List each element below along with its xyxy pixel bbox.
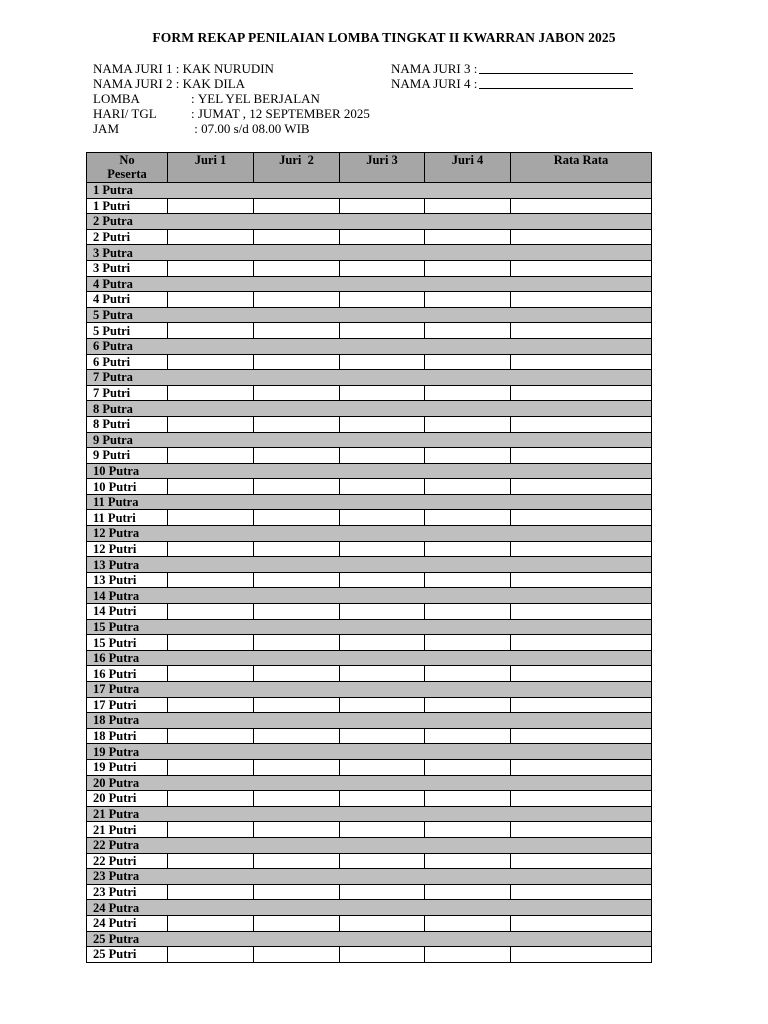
juri-4-score-cell[interactable]	[425, 947, 511, 963]
rata-rata-score-cell[interactable]	[511, 510, 652, 526]
table-row	[87, 276, 652, 292]
table-row	[87, 931, 652, 947]
juri-4-score-cell[interactable]	[425, 604, 511, 620]
juri-2-score-cell[interactable]	[254, 198, 340, 214]
juri-2-score-cell[interactable]	[254, 666, 340, 682]
table-row	[87, 915, 652, 931]
juri-4-score-cell[interactable]	[425, 666, 511, 682]
participant-label: 4 Putri	[87, 292, 168, 308]
info-label: LOMBA	[93, 91, 140, 106]
table-row	[87, 791, 652, 807]
participant-label: 15 Putri	[87, 635, 168, 651]
juri-3-score-cell[interactable]	[340, 697, 425, 713]
participant-label: 5 Putri	[87, 323, 168, 339]
juri-1-score-cell[interactable]	[168, 198, 254, 214]
juri-4-score-cell[interactable]	[425, 323, 511, 339]
juri-1-score-cell[interactable]	[168, 635, 254, 651]
info-label: NAMA JURI 3 :	[391, 61, 478, 76]
rata-rata-score-cell[interactable]	[511, 884, 652, 900]
juri-1-score-cell[interactable]	[168, 728, 254, 744]
info-row-juri-3	[391, 61, 633, 76]
juri-3-score-cell[interactable]	[340, 791, 425, 807]
table-row	[87, 214, 652, 230]
juri-2-score-cell[interactable]	[254, 541, 340, 557]
rata-rata-score-cell[interactable]	[511, 354, 652, 370]
juri-3-score-cell[interactable]	[340, 448, 425, 464]
header-juri-4: Juri 4	[425, 153, 511, 183]
table-row	[87, 183, 652, 199]
table-row	[87, 323, 652, 339]
juri-2-score-cell[interactable]	[254, 510, 340, 526]
participant-label: 13 Putra	[87, 557, 652, 573]
juri-2-score-cell[interactable]	[254, 416, 340, 432]
juri-3-score-cell[interactable]	[340, 354, 425, 370]
info-row	[93, 76, 370, 91]
juri-3-score-cell[interactable]	[340, 884, 425, 900]
info-separator: :	[172, 61, 183, 76]
participant-label: 23 Putra	[87, 869, 652, 885]
participant-label: 24 Putri	[87, 915, 168, 931]
participant-label: 8 Putri	[87, 416, 168, 432]
rata-rata-score-cell[interactable]	[511, 915, 652, 931]
participant-label: 20 Putri	[87, 791, 168, 807]
juri-1-score-cell[interactable]	[168, 229, 254, 245]
juri-3-score-cell[interactable]	[340, 822, 425, 838]
participant-label: 17 Putri	[87, 697, 168, 713]
juri-1-score-cell[interactable]	[168, 822, 254, 838]
juri-4-score-cell[interactable]	[425, 479, 511, 495]
juri-2-score-cell[interactable]	[254, 354, 340, 370]
juri-3-score-cell[interactable]	[340, 604, 425, 620]
juri-1-score-cell[interactable]	[168, 354, 254, 370]
info-value: KAK NURUDIN	[182, 61, 274, 76]
table-row	[87, 354, 652, 370]
juri-3-score-cell[interactable]	[340, 666, 425, 682]
rata-rata-score-cell[interactable]	[511, 292, 652, 308]
rata-rata-score-cell[interactable]	[511, 666, 652, 682]
table-row	[87, 307, 652, 323]
table-row	[87, 884, 652, 900]
participant-label: 25 Putra	[87, 931, 652, 947]
table-row	[87, 260, 652, 276]
juri-4-score-cell[interactable]	[425, 822, 511, 838]
table-row	[87, 682, 652, 698]
juri-3-score-cell[interactable]	[340, 510, 425, 526]
info-left	[93, 61, 370, 136]
rata-rata-score-cell[interactable]	[511, 323, 652, 339]
juri-1-score-cell[interactable]	[168, 853, 254, 869]
table-row	[87, 338, 652, 354]
participant-label: 11 Putri	[87, 510, 168, 526]
participant-label: 12 Putra	[87, 526, 652, 542]
info-row	[93, 121, 370, 136]
juri-2-score-cell[interactable]	[254, 635, 340, 651]
participant-label: 7 Putra	[87, 370, 652, 386]
juri-3-score-cell[interactable]	[340, 292, 425, 308]
juri-1-score-cell[interactable]	[168, 510, 254, 526]
juri-1-score-cell[interactable]	[168, 884, 254, 900]
table-row	[87, 385, 652, 401]
participant-label: 14 Putra	[87, 588, 652, 604]
juri-1-score-cell[interactable]	[168, 572, 254, 588]
info-separator: :	[191, 91, 198, 106]
rata-rata-score-cell[interactable]	[511, 759, 652, 775]
info-label: NAMA JURI 4 :	[391, 76, 478, 91]
juri-1-score-cell[interactable]	[168, 604, 254, 620]
juri-2-score-cell[interactable]	[254, 915, 340, 931]
table-row	[87, 853, 652, 869]
juri-4-score-cell[interactable]	[425, 635, 511, 651]
juri-3-score-cell[interactable]	[340, 385, 425, 401]
participant-label: 6 Putra	[87, 338, 652, 354]
header-juri-1: Juri 1	[168, 153, 254, 183]
juri-4-score-cell[interactable]	[425, 697, 511, 713]
table-row	[87, 370, 652, 386]
rata-rata-score-cell[interactable]	[511, 260, 652, 276]
rata-rata-score-cell[interactable]	[511, 728, 652, 744]
juri-1-score-cell[interactable]	[168, 479, 254, 495]
rata-rata-score-cell[interactable]	[511, 416, 652, 432]
info-row	[93, 91, 370, 106]
participant-label: 1 Putri	[87, 198, 168, 214]
table-row	[87, 837, 652, 853]
juri-4-score-cell[interactable]	[425, 416, 511, 432]
info-row	[93, 61, 370, 76]
participant-label: 5 Putra	[87, 307, 652, 323]
participant-label: 7 Putri	[87, 385, 168, 401]
juri-1-score-cell[interactable]	[168, 448, 254, 464]
juri-3-score-cell[interactable]	[340, 479, 425, 495]
table-row	[87, 947, 652, 963]
table-row	[87, 806, 652, 822]
participant-label: 24 Putra	[87, 900, 652, 916]
table-row	[87, 604, 652, 620]
participant-label: 16 Putra	[87, 650, 652, 666]
rata-rata-score-cell[interactable]	[511, 198, 652, 214]
juri-3-score-cell[interactable]	[340, 260, 425, 276]
table-row	[87, 619, 652, 635]
table-row	[87, 588, 652, 604]
juri-2-score-cell[interactable]	[254, 604, 340, 620]
participant-label: 23 Putri	[87, 884, 168, 900]
juri-2-score-cell[interactable]	[254, 822, 340, 838]
juri-1-score-cell[interactable]	[168, 385, 254, 401]
table-row	[87, 198, 652, 214]
info-row-juri-4	[391, 76, 633, 91]
participant-label: 22 Putri	[87, 853, 168, 869]
participant-label: 22 Putra	[87, 837, 652, 853]
rata-rata-score-cell[interactable]	[511, 572, 652, 588]
juri-2-score-cell[interactable]	[254, 385, 340, 401]
juri-1-score-cell[interactable]	[168, 541, 254, 557]
table-row	[87, 713, 652, 729]
participant-label: 20 Putra	[87, 775, 652, 791]
rata-rata-score-cell[interactable]	[511, 822, 652, 838]
juri-2-score-cell[interactable]	[254, 884, 340, 900]
participant-label: 14 Putri	[87, 604, 168, 620]
juri-1-score-cell[interactable]	[168, 292, 254, 308]
participant-label: 19 Putra	[87, 744, 652, 760]
participant-label: 15 Putra	[87, 619, 652, 635]
table-row	[87, 557, 652, 573]
participant-label: 10 Putra	[87, 463, 652, 479]
info-value: YEL YEL BERJALAN	[197, 91, 320, 106]
juri-4-score-cell[interactable]	[425, 448, 511, 464]
juri-1-score-cell[interactable]	[168, 947, 254, 963]
table-row	[87, 650, 652, 666]
info-value: 07.00 s/d 08.00 WIB	[201, 121, 310, 136]
juri-4-score-cell[interactable]	[425, 759, 511, 775]
participant-label: 3 Putri	[87, 260, 168, 276]
juri-3-score-cell[interactable]	[340, 541, 425, 557]
table-row	[87, 775, 652, 791]
header-juri-2: Juri 2	[254, 153, 340, 183]
participant-label: 25 Putri	[87, 947, 168, 963]
juri-1-score-cell[interactable]	[168, 666, 254, 682]
juri-2-score-cell[interactable]	[254, 853, 340, 869]
table-row	[87, 448, 652, 464]
table-row	[87, 572, 652, 588]
rata-rata-score-cell[interactable]	[511, 479, 652, 495]
rata-rata-score-cell[interactable]	[511, 947, 652, 963]
juri-4-score-cell[interactable]	[425, 354, 511, 370]
participant-label: 2 Putri	[87, 229, 168, 245]
juri-4-score-cell[interactable]	[425, 385, 511, 401]
rata-rata-score-cell[interactable]	[511, 697, 652, 713]
table-row	[87, 463, 652, 479]
info-label: NAMA JURI 1	[93, 61, 173, 76]
table-row	[87, 759, 652, 775]
table-row	[87, 541, 652, 557]
juri-name-blank-line[interactable]	[479, 61, 633, 74]
participant-label: 21 Putra	[87, 806, 652, 822]
juri-4-score-cell[interactable]	[425, 853, 511, 869]
juri-1-score-cell[interactable]	[168, 759, 254, 775]
juri-2-score-cell[interactable]	[254, 572, 340, 588]
juri-2-score-cell[interactable]	[254, 479, 340, 495]
info-separator: :	[191, 106, 198, 121]
table-row	[87, 479, 652, 495]
juri-4-score-cell[interactable]	[425, 198, 511, 214]
info-label: HARI/ TGL	[93, 106, 157, 121]
juri-3-score-cell[interactable]	[340, 198, 425, 214]
juri-4-score-cell[interactable]	[425, 884, 511, 900]
participant-label: 12 Putri	[87, 541, 168, 557]
table-row	[87, 510, 652, 526]
juri-2-score-cell[interactable]	[254, 292, 340, 308]
juri-1-score-cell[interactable]	[168, 915, 254, 931]
juri-3-score-cell[interactable]	[340, 572, 425, 588]
rata-rata-score-cell[interactable]	[511, 853, 652, 869]
juri-4-score-cell[interactable]	[425, 260, 511, 276]
participant-label: 3 Putra	[87, 245, 652, 261]
participant-label: 6 Putri	[87, 354, 168, 370]
juri-2-score-cell[interactable]	[254, 229, 340, 245]
info-row	[93, 106, 370, 121]
table-row	[87, 635, 652, 651]
juri-4-score-cell[interactable]	[425, 229, 511, 245]
juri-1-score-cell[interactable]	[168, 416, 254, 432]
participant-label: 21 Putri	[87, 822, 168, 838]
juri-2-score-cell[interactable]	[254, 759, 340, 775]
rata-rata-score-cell[interactable]	[511, 229, 652, 245]
table-row	[87, 666, 652, 682]
juri-1-score-cell[interactable]	[168, 260, 254, 276]
juri-2-score-cell[interactable]	[254, 448, 340, 464]
rata-rata-score-cell[interactable]	[511, 791, 652, 807]
form-title: FORM REKAP PENILAIAN LOMBA TINGKAT II KWARRAN JABON 2025	[152, 30, 616, 45]
juri-name-blank-line[interactable]	[479, 76, 633, 89]
info-separator: :	[172, 76, 183, 91]
juri-3-score-cell[interactable]	[340, 853, 425, 869]
juri-4-score-cell[interactable]	[425, 728, 511, 744]
juri-3-score-cell[interactable]	[340, 915, 425, 931]
info-label: JAM	[93, 121, 120, 136]
participant-label: 19 Putri	[87, 759, 168, 775]
table-row	[87, 728, 652, 744]
participant-label: 1 Putra	[87, 183, 652, 199]
table-row	[87, 432, 652, 448]
rata-rata-score-cell[interactable]	[511, 635, 652, 651]
info-separator: :	[191, 121, 202, 136]
table-row	[87, 494, 652, 510]
juri-2-score-cell[interactable]	[254, 728, 340, 744]
juri-2-score-cell[interactable]	[254, 697, 340, 713]
juri-3-score-cell[interactable]	[340, 728, 425, 744]
table-header-row	[87, 153, 652, 183]
table-row	[87, 900, 652, 916]
participant-label: 8 Putra	[87, 401, 652, 417]
juri-3-score-cell[interactable]	[340, 947, 425, 963]
header-no-peserta	[87, 153, 168, 183]
score-table	[86, 152, 652, 963]
juri-4-score-cell[interactable]	[425, 292, 511, 308]
header-label: No Peserta	[107, 153, 147, 181]
juri-2-score-cell[interactable]	[254, 791, 340, 807]
participant-label: 16 Putri	[87, 666, 168, 682]
juri-2-score-cell[interactable]	[254, 260, 340, 276]
juri-3-score-cell[interactable]	[340, 635, 425, 651]
juri-4-score-cell[interactable]	[425, 915, 511, 931]
participant-label: 18 Putri	[87, 728, 168, 744]
rata-rata-score-cell[interactable]	[511, 604, 652, 620]
participant-label: 4 Putra	[87, 276, 652, 292]
juri-3-score-cell[interactable]	[340, 323, 425, 339]
table-row	[87, 245, 652, 261]
participant-label: 10 Putri	[87, 479, 168, 495]
table-row	[87, 744, 652, 760]
juri-4-score-cell[interactable]	[425, 791, 511, 807]
rata-rata-score-cell[interactable]	[511, 541, 652, 557]
info-right	[391, 61, 633, 91]
juri-4-score-cell[interactable]	[425, 510, 511, 526]
juri-3-score-cell[interactable]	[340, 416, 425, 432]
participant-label: 9 Putra	[87, 432, 652, 448]
table-row	[87, 526, 652, 542]
info-value: KAK DILA	[182, 76, 246, 91]
participant-label: 9 Putri	[87, 448, 168, 464]
table-row	[87, 822, 652, 838]
juri-2-score-cell[interactable]	[254, 947, 340, 963]
rata-rata-score-cell[interactable]	[511, 448, 652, 464]
participant-label: 11 Putra	[87, 494, 652, 510]
juri-4-score-cell[interactable]	[425, 572, 511, 588]
juri-3-score-cell[interactable]	[340, 759, 425, 775]
table-row	[87, 292, 652, 308]
participant-label: 17 Putra	[87, 682, 652, 698]
header-rata-rata: Rata Rata	[511, 153, 652, 183]
table-row	[87, 229, 652, 245]
table-row	[87, 401, 652, 417]
participant-label: 18 Putra	[87, 713, 652, 729]
juri-2-score-cell[interactable]	[254, 323, 340, 339]
table-row	[87, 416, 652, 432]
participant-label: 2 Putra	[87, 214, 652, 230]
table-row	[87, 697, 652, 713]
info-value: JUMAT , 12 SEPTEMBER 2025	[197, 106, 370, 121]
participant-label: 13 Putri	[87, 572, 168, 588]
rata-rata-score-cell[interactable]	[511, 385, 652, 401]
juri-1-score-cell[interactable]	[168, 323, 254, 339]
juri-3-score-cell[interactable]	[340, 229, 425, 245]
table-row	[87, 869, 652, 885]
juri-1-score-cell[interactable]	[168, 697, 254, 713]
info-label: NAMA JURI 2	[93, 76, 173, 91]
juri-4-score-cell[interactable]	[425, 541, 511, 557]
juri-1-score-cell[interactable]	[168, 791, 254, 807]
header-juri-3: Juri 3	[340, 153, 425, 183]
